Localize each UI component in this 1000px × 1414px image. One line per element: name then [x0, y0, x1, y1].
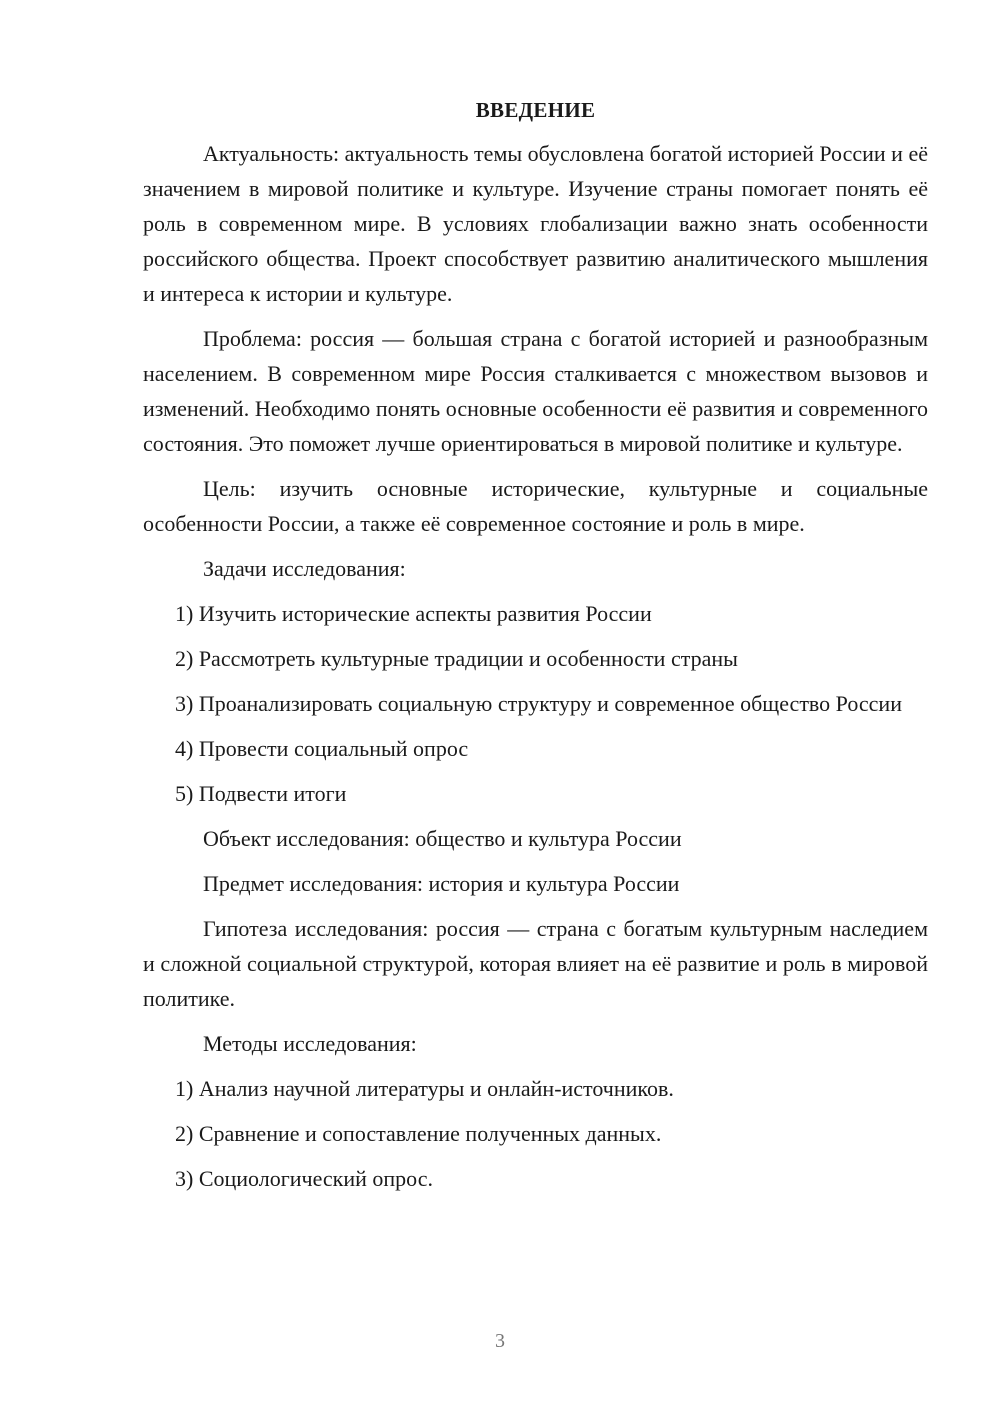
- tasks-heading: Задачи исследования:: [203, 556, 406, 581]
- section-title: ВВЕДЕНИЕ: [475, 98, 596, 122]
- method-item: 1) Анализ научной литературы и онлайн-источников.: [175, 1076, 674, 1101]
- relevance-paragraph: Актуальность: актуальность темы обусловлена богатой историей России и её значением в мировой политике и культуре. Изучение страны помогает понять её роль в современном мире. В условиях глобализации важно знать особенности российского общества. Проект способствует развитию аналитического мышления и интереса к истории и культуре.: [143, 141, 928, 306]
- task-item: 3) Проанализировать социальную структуру и современное общество России: [175, 691, 902, 716]
- research-subject: Предмет исследования: история и культура России: [203, 871, 680, 896]
- task-item: 1) Изучить исторические аспекты развития России: [175, 601, 652, 626]
- task-item: 5) Подвести итоги: [175, 781, 347, 806]
- page-number: 3: [495, 1330, 505, 1352]
- task-item: 2) Рассмотреть культурные традиции и особенности страны: [175, 646, 738, 671]
- page-content: [143, 96, 928, 1206]
- goal-paragraph: Цель: изучить основные исторические, культурные и социальные особенности России, а также её современное состояние и роль в мире.: [143, 476, 928, 536]
- research-object: Объект исследования: общество и культура России: [203, 826, 682, 851]
- method-item: 3) Социологический опрос.: [175, 1166, 433, 1191]
- method-item: 2) Сравнение и сопоставление полученных данных.: [175, 1121, 662, 1146]
- methods-heading: Методы исследования:: [203, 1031, 417, 1056]
- task-item: 4) Провести социальный опрос: [175, 736, 469, 761]
- problem-paragraph: Проблема: россия — большая страна с богатой историей и разнообразным населением. В современном мире Россия сталкивается с множеством вызовов и изменений. Необходимо понять основные особенности её развития и современного состояния. Это поможет лучше ориентироваться в мировой политике и культуре.: [143, 326, 928, 456]
- hypothesis-paragraph: Гипотеза исследования: россия — страна с богатым культурным наследием и сложной социальной структурой, которая влияет на её развитие и роль в мировой политике.: [143, 916, 928, 1011]
